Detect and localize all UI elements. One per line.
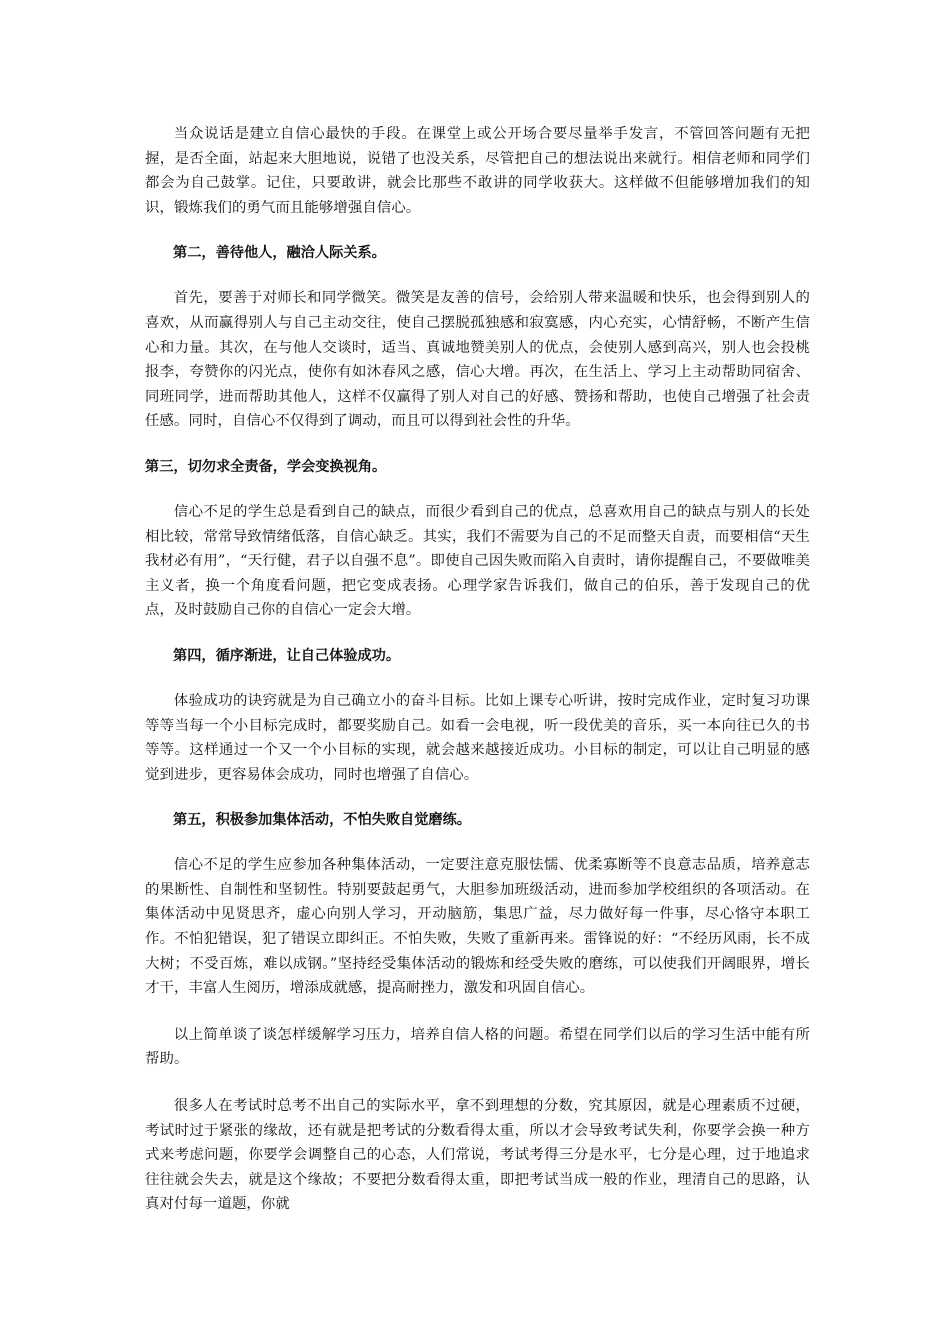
document-body: [145, 122, 810, 1239]
paragraph-experience-success: 体验成功的诀窍就是为自己确立小的奋斗目标。比如上课专心听讲，按时完成作业，定时复习功课等等当每一个小目标完成时，都要奖励自己。如看一会电视，听一段优美的音乐，买一本向往已久的书等等。这样通过一个又一个小目标的实现，就会越来越接近成功。小目标的制定，可以让自己明显的感觉到进步，更容易体会成功，同时也增强了自信心。: [145, 692, 810, 783]
heading-section-five: 第五，积极参加集体活动，不怕失败自觉磨练。: [173, 812, 471, 829]
heading-section-two: 第二，善待他人，融洽人际关系。: [173, 245, 386, 262]
paragraph-public-speaking: 当众说话是建立自信心最快的手段。在课堂上或公开场合要尽量举手发言，不管回答问题有无把握，是否全面，站起来大胆地说，说错了也没关系，尽管把自己的想法说出来就行。相信老师和同学们都会为自己鼓掌。记住，只要敢讲，就会比那些不敢讲的同学收获大。这样做不但能够增加我们的知识，锻炼我们的勇气而且能够增强自信心。: [145, 126, 810, 216]
paragraph-summary: 以上简单谈了谈怎样缓解学习压力，培养自信人格的问题。希望在同学们以后的学习生活中能有所帮助。: [145, 1026, 810, 1068]
paragraph-change-perspective: 信心不足的学生总是看到自己的缺点，而很少看到自己的优点，总喜欢用自己的缺点与别人的长处相比较，常常导致情绪低落，自信心缺乏。其实，我们不需要为自己的不足而整天自责，而要相信“天生我材必有用”，“天行健，君子以自强不息”。即使自己因失败而陷入自责时，请你提醒自己，不要做唯美主义者，换一个角度看问题，把它变成表扬。心理学家告诉我们，做自己的伯乐，善于发现自己的优点，及时鼓励自己你的自信心一定会大增。: [145, 503, 810, 619]
heading-section-four: 第四，循序渐进，让自己体验成功。: [173, 647, 401, 664]
paragraph-group-activities: 信心不足的学生应参加各种集体活动，一定要注意克服怯懦、优柔寡断等不良意志品质，培养意志的果断性、自制性和坚韧性。特别要鼓起勇气，大胆参加班级活动，进而参加学校组织的各项活动。在集体活动中见贤思齐，虚心向别人学习，开动脑筋，集思广益，尽力做好每一件事，尽心恪守本职工作。不怕犯错误，犯了错误立即纠正。不怕失败，失败了重新再来。雷锋说的好：“不经历风雨，长不成大树；不受百炼，难以成钢。”坚持经受集体活动的锻炼和经受失败的磨练，可以使我们开阔眼界，增长才干，丰富人生阅历，增添成就感，提高耐挫力，激发和巩固自信心。: [145, 857, 810, 997]
paragraph-treat-others: 首先，要善于对师长和同学微笑。微笑是友善的信号，会给别人带来温暖和快乐，也会得到别人的喜欢，从而赢得别人与自己主动交往，使自己摆脱孤独感和寂寞感，内心充实，心情舒畅，不断产生信心和力量。其次，在与他人交谈时，适当、真诚地赞美别人的优点，会使别人感到高兴，别人也会投桃报李，夸赞你的闪光点，使你有如沐春风之感，信心大增。再次，在生活上、学习上主动帮助同宿舍、同班同学，进而帮助其他人，这样不仅赢得了别人对自己的好感、赞扬和帮助，也使自己增强了社会责任感。同时，自信心不仅得到了调动，而且可以得到社会性的升华。: [145, 290, 810, 430]
heading-section-three: 第三，切勿求全责备，学会变换视角。: [145, 458, 387, 475]
paragraph-exam-anxiety: 很多人在考试时总考不出自己的实际水平，拿不到理想的分数，究其原因，就是心理素质不过硬，考试时过于紧张的缘故，还有就是把考试的分数看得太重，所以才会导致考试失利，你要学会换一种方式来考虑问题，你要学会调整自己的心态，人们常说，考试考得三分是水平，七分是心理，过于地追求往往就会失去，就是这个缘故；不要把分数看得太重，即把考试当成一般的作业，理清自己的思路，认真对付每一道题，你就: [145, 1098, 810, 1213]
